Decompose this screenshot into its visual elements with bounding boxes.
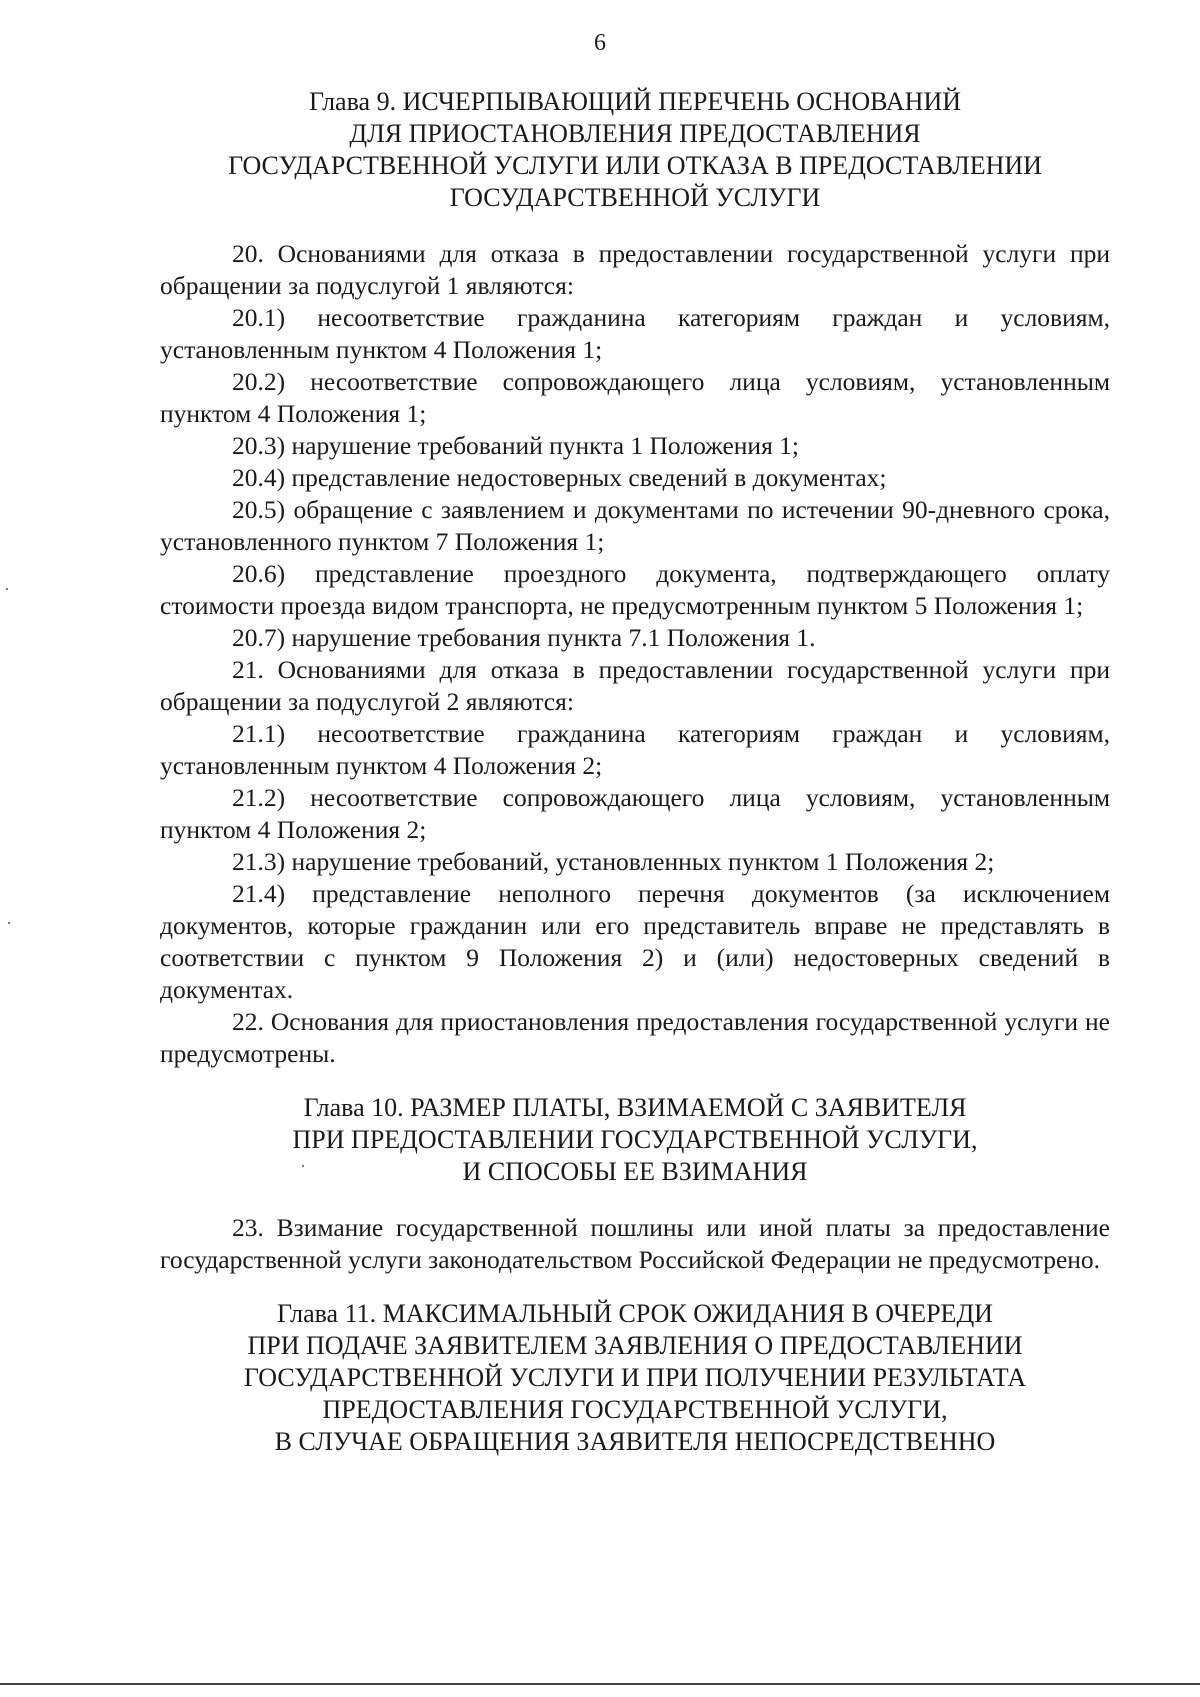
scan-speck <box>302 1165 304 1167</box>
heading-line: ГОСУДАРСТВЕННОЙ УСЛУГИ <box>449 183 821 212</box>
paragraph-22: 22. Основания для приостановления предоставления государственной услуги не предусмотрены. <box>160 1007 1110 1068</box>
heading-line: В СЛУЧАЕ ОБРАЩЕНИЯ ЗАЯВИТЕЛЯ НЕПОСРЕДСТВЕННО <box>274 1427 996 1456</box>
page-content <box>160 86 1110 1458</box>
heading-line: ПРИ ПРЕДОСТАВЛЕНИИ ГОСУДАРСТВЕННОЙ УСЛУГИ, <box>292 1125 978 1154</box>
paragraph-23: 23. Взимание государственной пошлины или иной платы за предоставление государственной услуги законодательством Российской Федерации не предусмотрено. <box>160 1213 1110 1274</box>
paragraph-21-2: 21.2) несоответствие сопровождающего лица условиям, установленным пунктом 4 Положения 2; <box>160 783 1110 844</box>
paragraph-20-3: 20.3) нарушение требований пункта 1 Положения 1; <box>232 431 800 460</box>
chapter-10-body <box>160 1212 1110 1276</box>
paragraph-20: 20. Основаниями для отказа в предоставлении государственной услуги при обращении за подуслугой 1 являются: <box>160 239 1110 300</box>
heading-line: ГОСУДАРСТВЕННОЙ УСЛУГИ И ПРИ ПОЛУЧЕНИИ РЕЗУЛЬТАТА <box>243 1363 1027 1392</box>
heading-line: Глава 11. МАКСИМАЛЬНЫЙ СРОК ОЖИДАНИЯ В ОЧЕРЕДИ <box>277 1299 993 1328</box>
heading-line: Глава 10. РАЗМЕР ПЛАТЫ, ВЗИМАЕМОЙ С ЗАЯВИТЕЛЯ <box>303 1093 967 1122</box>
heading-line: ДЛЯ ПРИОСТАНОВЛЕНИЯ ПРЕДОСТАВЛЕНИЯ <box>349 119 921 148</box>
paragraph-21-4: 21.4) представление неполного перечня документов (за исключением документов, которые гражданин или его представитель вправе не представлять в соответствии с пунктом 9 Положения 2) и (или) недостоверных сведений в документах. <box>160 879 1110 1004</box>
chapter-11-heading <box>160 1298 1110 1458</box>
paragraph-20-6: 20.6) представление проездного документа, подтверждающего оплату стоимости проезда видом транспорта, не предусмотренным пунктом 5 Положения 1; <box>160 559 1110 620</box>
heading-line: ПРЕДОСТАВЛЕНИЯ ГОСУДАРСТВЕННОЙ УСЛУГИ, <box>322 1395 948 1424</box>
paragraph-20-1: 20.1) несоответствие гражданина категориям граждан и условиям, установленным пунктом 4 Положения 1; <box>160 303 1110 364</box>
heading-line: И СПОСОБЫ ЕЕ ВЗИМАНИЯ <box>462 1157 808 1186</box>
paragraph-20-2: 20.2) несоответствие сопровождающего лица условиям, установленным пунктом 4 Положения 1; <box>160 367 1110 428</box>
scan-speck <box>8 922 10 924</box>
paragraph-21: 21. Основаниями для отказа в предоставлении государственной услуги при обращении за подуслугой 2 являются: <box>160 655 1110 716</box>
paragraph-21-1: 21.1) несоответствие гражданина категориям граждан и условиям, установленным пунктом 4 Положения 2; <box>160 719 1110 780</box>
scan-bottom-edge <box>0 1683 1200 1685</box>
page-number: 6 <box>594 30 606 56</box>
paragraph-21-3: 21.3) нарушение требований, установленных пунктом 1 Положения 2; <box>232 847 995 876</box>
heading-line: ГОСУДАРСТВЕННОЙ УСЛУГИ ИЛИ ОТКАЗА В ПРЕДОСТАВЛЕНИИ <box>228 151 1042 180</box>
chapter-10-heading <box>160 1092 1110 1188</box>
paragraph-20-7: 20.7) нарушение требования пункта 7.1 Положения 1. <box>232 623 816 652</box>
heading-line: Глава 9. ИСЧЕРПЫВАЮЩИЙ ПЕРЕЧЕНЬ ОСНОВАНИЙ <box>309 87 961 116</box>
chapter-9-heading <box>160 86 1110 214</box>
scan-speck <box>6 588 8 590</box>
heading-line: ПРИ ПОДАЧЕ ЗАЯВИТЕЛЕМ ЗАЯВЛЕНИЯ О ПРЕДОСТАВЛЕНИИ <box>247 1331 1023 1360</box>
paragraph-20-4: 20.4) представление недостоверных сведений в документах; <box>232 463 887 492</box>
chapter-9-body <box>160 238 1110 1070</box>
paragraph-20-5: 20.5) обращение с заявлением и документами по истечении 90-дневного срока, установленного пунктом 7 Положения 1; <box>160 495 1110 556</box>
